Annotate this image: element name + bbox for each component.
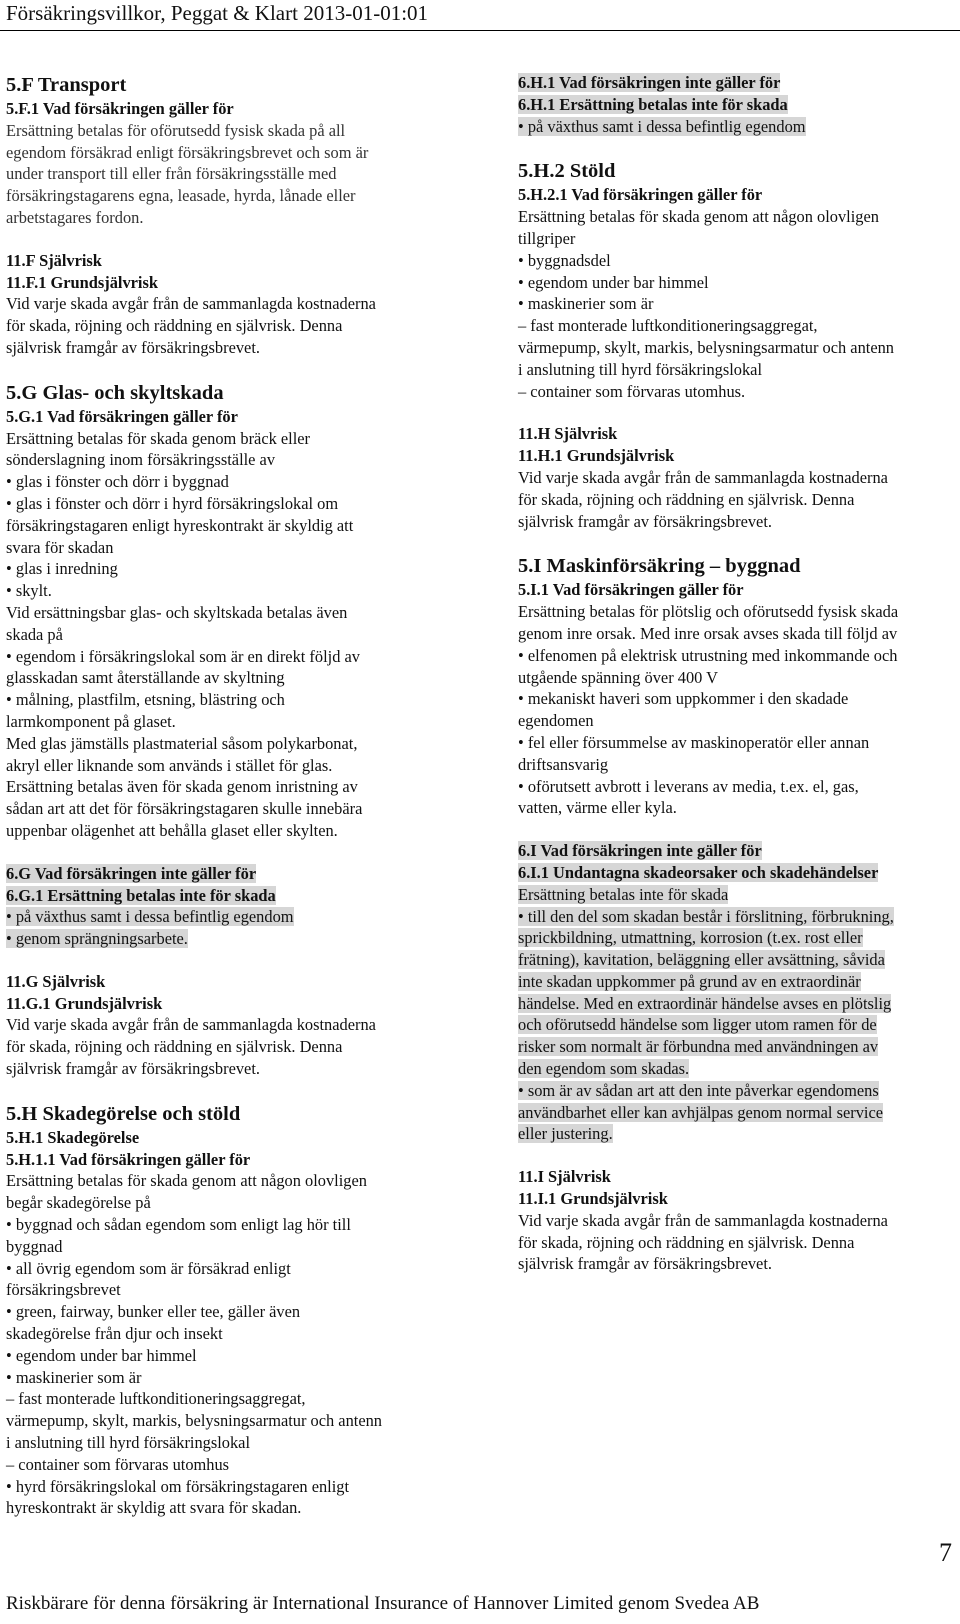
- text-line: självrisk framgår av försäkringsbrevet.: [518, 511, 772, 531]
- header-divider: [0, 30, 960, 31]
- text-line: • glas i inredning: [6, 559, 118, 579]
- text-line: för skada, röjning och räddning en självrisk. Denna: [518, 489, 855, 509]
- text-line: Vid varje skada avgår från de sammanlagda kostnaderna: [518, 467, 888, 487]
- text-line: • skylt.: [6, 581, 52, 601]
- page-number: 7: [939, 1538, 952, 1567]
- text-line: – fast monterade luftkonditioneringsaggregat,: [6, 1389, 306, 1409]
- subsection-heading-6h1: 6.H.1 Ersättning betalas inte för skada: [518, 94, 788, 114]
- text-line: – fast monterade luftkonditioneringsaggregat,: [518, 316, 818, 336]
- text-line: i anslutning till hyrd försäkringslokal: [6, 1433, 251, 1453]
- paragraph-5g1: [6, 428, 446, 842]
- subsection-heading-5h21: 5.H.2.1 Vad försäkringen gäller för: [518, 185, 763, 205]
- text-line: larmkomponent på glaset.: [6, 711, 176, 731]
- subsection-heading-11g: 11.G Självrisk: [6, 971, 106, 991]
- text-line: • hyrd försäkringslokal om försäkringstagaren enligt: [6, 1476, 350, 1496]
- subsection-heading-5h11: 5.H.1.1 Vad försäkringen gäller för: [6, 1149, 251, 1169]
- text-line: inte skadan uppkommer på grund av en extraordinär: [518, 971, 861, 991]
- text-line: för skada, röjning och räddning en självrisk. Denna: [6, 316, 343, 336]
- text-line: • egendom under bar himmel: [518, 272, 709, 292]
- text-line: driftsansvarig: [518, 754, 609, 774]
- text-line: • egendom under bar himmel: [6, 1345, 197, 1365]
- document-footer: Riskbärare för denna försäkring är International Insurance of Hannover Limited genom Svedea AB: [6, 1593, 760, 1614]
- paragraph-11i1: [518, 1210, 958, 1275]
- text-line: byggnad: [6, 1236, 63, 1256]
- text-line: egendom försäkrad enligt försäkringsbrevet och som är: [6, 142, 369, 162]
- text-line: arbetstagares fordon.: [6, 207, 144, 227]
- text-line: försäkringsbrevet: [6, 1280, 121, 1300]
- subsection-heading-6i: 6.I Vad försäkringen inte gäller för: [518, 841, 762, 861]
- text-line: självrisk framgår av försäkringsbrevet.: [6, 1059, 260, 1079]
- text-line: risker som normalt är förbundna med användningen av: [518, 1037, 879, 1057]
- section-title-5g: 5.G Glas- och skyltskada: [6, 381, 224, 404]
- text-line: Ersättning betalas för skada genom bräck eller: [6, 428, 311, 448]
- text-line: sådan art att det för försäkringstagaren skulle innebära: [6, 799, 363, 819]
- subsection-heading-11i1: 11.I.1 Grundsjälvrisk: [518, 1189, 668, 1209]
- text-line: Med glas jämställs plastmaterial såsom polykarbonat,: [6, 733, 358, 753]
- subsection-heading-11i: 11.I Självrisk: [518, 1167, 611, 1187]
- text-line: • målning, plastfilm, etsning, blästring och: [6, 690, 285, 710]
- text-line: under transport till eller från försäkringsställe med: [6, 164, 337, 184]
- section-title-5h2: 5.H.2 Stöld: [518, 160, 616, 183]
- text-line: händelse. Med en extraordinär händelse avses en plötslig: [518, 993, 892, 1013]
- text-line: Vid ersättningsbar glas- och skyltskada betalas även: [6, 602, 348, 622]
- text-line: • genom sprängningsarbete.: [6, 929, 188, 949]
- text-line: användbarhet eller kan avhjälpas genom normal service: [518, 1102, 883, 1122]
- subsection-heading-6g: 6.G Vad försäkringen inte gäller för: [6, 863, 257, 883]
- text-line: för skada, röjning och räddning en självrisk. Denna: [518, 1232, 855, 1252]
- text-line: sprickbildning, utmattning, korrosion (t.ex. rost eller: [518, 928, 863, 948]
- text-line: • till den del som skadan består i förslitning, förbrukning,: [518, 906, 894, 926]
- text-line: självrisk framgår av försäkringsbrevet.: [518, 1254, 772, 1274]
- text-line: • glas i fönster och dörr i hyrd försäkringslokal om: [6, 493, 339, 513]
- subsection-heading-11f: 11.F Självrisk: [6, 250, 102, 270]
- text-line: Vid varje skada avgår från de sammanlagda kostnaderna: [518, 1210, 888, 1230]
- text-line: • glas i fönster och dörr i byggnad: [6, 472, 229, 492]
- right-column: [518, 72, 958, 1275]
- list-item-6h1: • på växthus samt i dessa befintlig egendom: [518, 116, 806, 136]
- subsection-heading-5i1: 5.I.1 Vad försäkringen gäller för: [518, 580, 744, 600]
- paragraph-5f1: [6, 120, 446, 229]
- paragraph-11g1: [6, 1014, 446, 1079]
- text-line: • fel eller försummelse av maskinoperatör eller annan: [518, 732, 870, 752]
- paragraph-11f1: [6, 293, 446, 358]
- subsection-heading-11f1: 11.F.1 Grundsjälvrisk: [6, 272, 158, 292]
- text-line: • som är av sådan art att den inte påverkar egendomens: [518, 1080, 879, 1100]
- text-line: – container som förvaras utomhus.: [518, 381, 746, 401]
- paragraph-6g1: [6, 906, 446, 950]
- text-line: Ersättning betalas för skada genom att någon olovligen: [518, 207, 879, 227]
- text-line: uppenbar olägenhet att behålla glaset eller skylten.: [6, 820, 338, 840]
- text-line: och oförutsedd händelse som ligger utom ramen för de: [518, 1015, 877, 1035]
- text-line: • oförutsett avbrott i leverans av media, t.ex. el, gas,: [518, 776, 859, 796]
- section-title-5h: 5.H Skadegörelse och stöld: [6, 1102, 241, 1125]
- text-line: frätning), kavitation, beläggning eller avsättning, såvida: [518, 950, 885, 970]
- text-line: för skada, röjning och räddning en självrisk. Denna: [6, 1037, 343, 1057]
- subsection-heading-6g1: 6.G.1 Ersättning betalas inte för skada: [6, 885, 276, 905]
- text-line: Ersättning betalas för skada genom att någon olovligen: [6, 1171, 367, 1191]
- text-line: • på växthus samt i dessa befintlig egendom: [6, 907, 294, 927]
- text-line: Vid varje skada avgår från de sammanlagda kostnaderna: [6, 1015, 376, 1035]
- text-line: svara för skadan: [6, 537, 114, 557]
- text-line: skada på: [6, 624, 63, 644]
- subsection-heading-6h: 6.H.1 Vad försäkringen inte gäller för: [518, 73, 781, 92]
- text-line: Ersättning betalas för plötslig och oförutsedd fysisk skada: [518, 602, 899, 622]
- text-line: akryl eller liknande som används i stället för glas.: [6, 755, 333, 775]
- text-line: självrisk framgår av försäkringsbrevet.: [6, 337, 260, 357]
- paragraph-5h21: [518, 206, 958, 402]
- text-line: tillgriper: [518, 228, 576, 248]
- text-line: glasskadan samt återställande av skyltning: [6, 668, 285, 688]
- text-line: • maskinerier som är: [6, 1367, 142, 1387]
- subsection-heading-11g1: 11.G.1 Grundsjälvrisk: [6, 993, 163, 1013]
- text-line: Ersättning betalas för oförutsedd fysisk skada på all: [6, 120, 346, 140]
- section-title-5f: 5.F Transport: [6, 74, 127, 96]
- text-line: Ersättning betalas inte för skada: [518, 884, 729, 904]
- text-line: värmepump, skylt, markis, belysningsarmatur och antenn: [6, 1411, 382, 1431]
- text-line: • maskinerier som är: [518, 294, 654, 314]
- text-line: • egendom i försäkringslokal som är en direkt följd av: [6, 646, 360, 666]
- text-line: • byggnadsdel: [518, 250, 611, 270]
- text-line: värmepump, skylt, markis, belysningsarmatur och antenn: [518, 337, 894, 357]
- text-line: utgående spänning över 400 V: [518, 667, 718, 687]
- left-column: [6, 72, 446, 1519]
- subsection-heading-5h1: 5.H.1 Skadegörelse: [6, 1127, 140, 1147]
- text-line: eller justering.: [518, 1124, 613, 1144]
- paragraph-6i1: [518, 884, 958, 1146]
- text-line: sönderslagning inom försäkringsställe av: [6, 450, 276, 470]
- text-line: Vid varje skada avgår från de sammanlagda kostnaderna: [6, 294, 376, 314]
- paragraph-11h1: [518, 467, 958, 532]
- text-line: genom inre orsak. Med inre orsak avses skada till följd av: [518, 623, 898, 643]
- text-line: den egendom som skadas.: [518, 1059, 690, 1079]
- text-line: • green, fairway, bunker eller tee, gäller även: [6, 1302, 301, 1322]
- subsection-heading-6i1: 6.I.1 Undantagna skadeorsaker och skadehändelser: [518, 862, 879, 882]
- text-line: • byggnad och sådan egendom som enligt lag hör till: [6, 1215, 351, 1235]
- text-line: hyreskontrakt är skyldig att svara för skadan.: [6, 1498, 302, 1518]
- subsection-heading-11h: 11.H Självrisk: [518, 424, 618, 444]
- subsection-heading-11h1: 11.H.1 Grundsjälvrisk: [518, 446, 675, 466]
- document-header: Försäkringsvillkor, Peggat & Klart 2013-01-01:01: [6, 1, 429, 25]
- text-line: försäkringstagarens egna, leasade, hyrda, lånade eller: [6, 186, 356, 206]
- text-line: • mekaniskt haveri som uppkommer i den skadade: [518, 689, 849, 709]
- text-line: skadegörelse från djur och insekt: [6, 1324, 223, 1344]
- section-title-5i: 5.I Maskinförsäkring – byggnad: [518, 555, 801, 578]
- paragraph-5i1: [518, 601, 958, 819]
- subsection-heading-5f1: 5.F.1 Vad försäkringen gäller för: [6, 99, 234, 118]
- text-line: försäkringstagaren enligt hyreskontrakt är skyldig att: [6, 515, 354, 535]
- text-line: Ersättning betalas även för skada genom inristning av: [6, 777, 358, 797]
- text-line: • elfenomen på elektrisk utrustning med inkommande och: [518, 645, 898, 665]
- text-line: vatten, värme eller kyla.: [518, 798, 677, 818]
- text-line: • all övrig egendom som är försäkrad enligt: [6, 1258, 291, 1278]
- subsection-heading-5g1: 5.G.1 Vad försäkringen gäller för: [6, 406, 238, 426]
- text-line: – container som förvaras utomhus: [6, 1454, 230, 1474]
- text-line: egendomen: [518, 711, 594, 731]
- paragraph-5h11: [6, 1170, 446, 1519]
- text-line: begår skadegörelse på: [6, 1193, 151, 1213]
- text-line: i anslutning till hyrd försäkringslokal: [518, 359, 763, 379]
